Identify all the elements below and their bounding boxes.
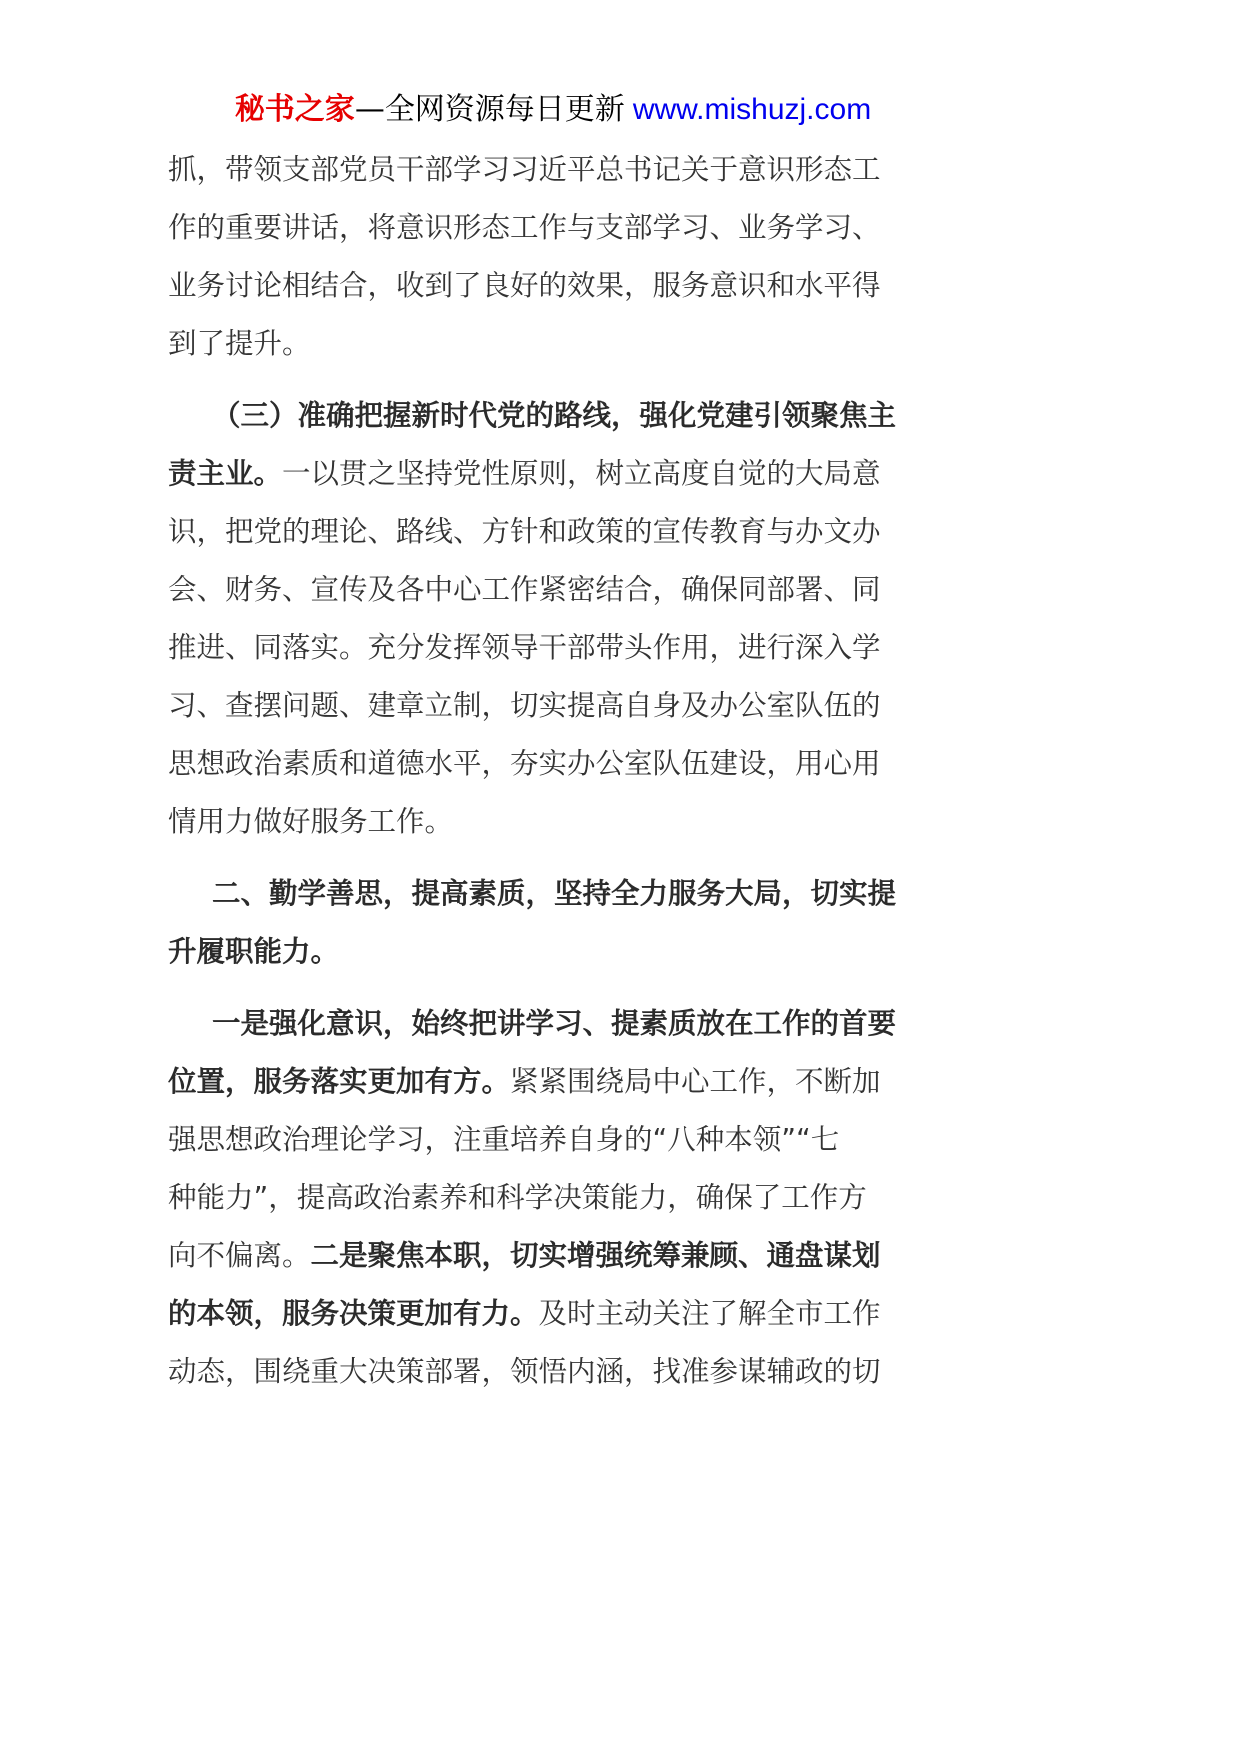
- text-line: [168, 1227, 938, 1285]
- text-segment: 强思想政治理论学习，注重培养自身的“八种本领”“七: [168, 1123, 840, 1156]
- text-line: [168, 1285, 938, 1343]
- text-line: [168, 995, 938, 1053]
- section-heading-segment: 二、勤学善思，提高素质，坚持全力服务大局，切实提: [212, 877, 897, 910]
- bold-heading-segment: 的本领，服务决策更加有力。: [168, 1297, 539, 1330]
- document-body: [168, 141, 938, 1401]
- bold-heading-segment: （三）准确把握新时代党的路线，强化党建引领聚焦主: [212, 399, 897, 432]
- text-segment: 及时主动关注了解全市工作: [538, 1297, 881, 1330]
- text-segment: 到了提升。: [168, 327, 311, 360]
- bold-heading-segment: 位置，服务落实更加有方。: [168, 1065, 511, 1098]
- text-line: [168, 387, 938, 445]
- brand-name: 秘书之家: [234, 92, 355, 127]
- text-line: [168, 503, 938, 561]
- text-line: [168, 1343, 938, 1401]
- text-line: [168, 793, 938, 851]
- text-segment: 会、财务、宣传及各中心工作紧密结合，确保同部署、同: [168, 573, 881, 606]
- text-line: [168, 1111, 938, 1169]
- text-line: [168, 865, 938, 923]
- text-line: [168, 619, 938, 677]
- text-segment: 抓，带领支部党员干部学习习近平总书记关于意识形态工: [168, 153, 881, 186]
- text-segment: 情用力做好服务工作。: [168, 805, 454, 838]
- text-segment: 种能力”，提高政治素养和科学决策能力，确保了工作方: [168, 1181, 867, 1214]
- paragraph-2: [168, 387, 938, 851]
- text-line: [168, 257, 938, 315]
- document-page: [168, 90, 938, 1401]
- section-heading-segment: 升履职能力。: [168, 935, 340, 968]
- paragraph-1: [168, 141, 938, 373]
- text-line: [168, 1053, 938, 1111]
- text-line: [168, 445, 938, 503]
- paragraph-3: [168, 865, 938, 981]
- header-tagline: —全网资源每日更新: [354, 92, 625, 127]
- site-url-link[interactable]: www.mishuzj.com: [632, 93, 872, 126]
- text-segment: 动态，围绕重大决策部署，领悟内涵，找准参谋辅政的切: [168, 1355, 881, 1388]
- text-segment: 向不偏离。: [168, 1239, 311, 1272]
- text-segment: 一以贯之坚持党性原则，树立高度自觉的大局意: [282, 457, 881, 490]
- paragraph-4: [168, 995, 938, 1401]
- text-line: [168, 315, 938, 373]
- text-line: [168, 199, 938, 257]
- bold-heading-segment: 一是强化意识，始终把讲学习、提素质放在工作的首要: [212, 1007, 897, 1040]
- text-line: [168, 1169, 938, 1227]
- text-segment: 紧紧围绕局中心工作，不断加: [510, 1065, 881, 1098]
- text-segment: 识，把党的理论、路线、方针和政策的宣传教育与办文办: [168, 515, 881, 548]
- text-segment: 习、查摆问题、建章立制，切实提高自身及办公室队伍的: [168, 689, 881, 722]
- text-line: [168, 561, 938, 619]
- text-segment: 作的重要讲话，将意识形态工作与支部学习、业务学习、: [168, 211, 881, 244]
- text-line: [168, 141, 938, 199]
- text-segment: 业务讨论相结合，收到了良好的效果，服务意识和水平得: [168, 269, 881, 302]
- text-segment: 思想政治素质和道德水平，夯实办公室队伍建设，用心用: [168, 747, 881, 780]
- bold-heading-segment: 责主业。: [168, 457, 283, 490]
- text-segment: 推进、同落实。充分发挥领导干部带头作用，进行深入学: [168, 631, 881, 664]
- text-line: [168, 923, 938, 981]
- text-line: [168, 735, 938, 793]
- page-header: [168, 90, 938, 130]
- bold-heading-segment: 二是聚焦本职，切实增强统筹兼顾、通盘谋划: [310, 1239, 881, 1272]
- text-line: [168, 677, 938, 735]
